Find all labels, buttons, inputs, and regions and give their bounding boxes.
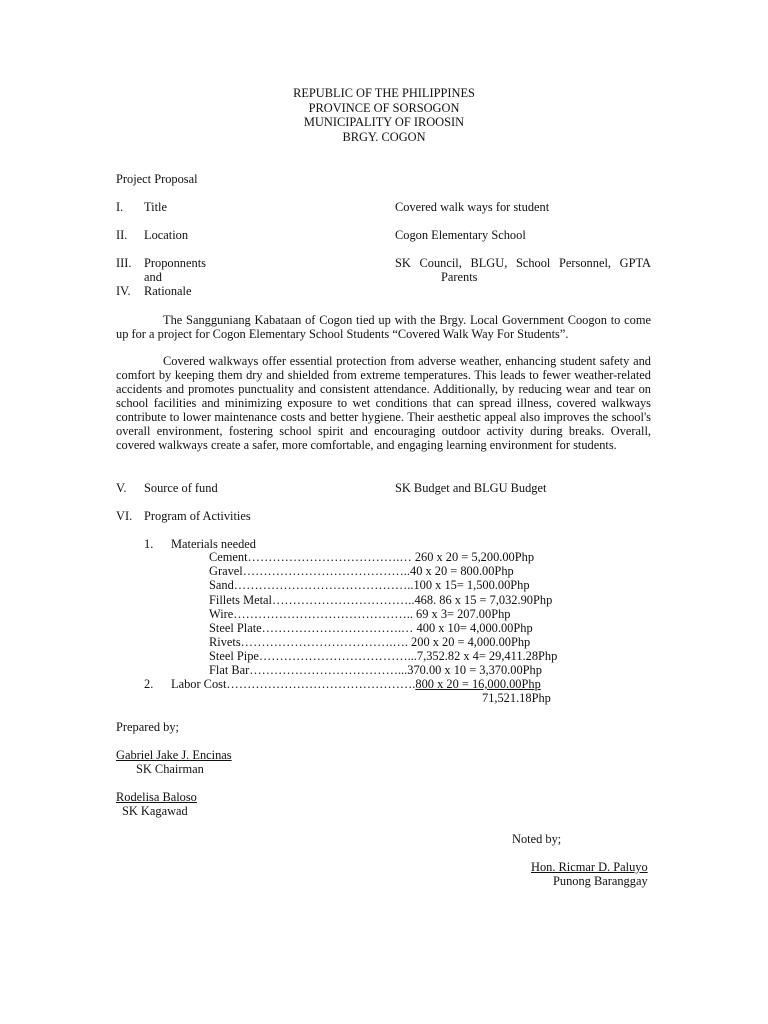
- section-source-value: SK Budget and BLGU Budget: [395, 481, 547, 495]
- material-item-steel-pipe: Steel Pipe………………………………...7,352.82 x 4= 29,411.28Php: [209, 649, 558, 663]
- labor-number: 2.: [144, 677, 154, 691]
- header-barangay: BRGY. COGON: [342, 130, 426, 144]
- materials-number: 1.: [144, 537, 154, 551]
- section-location-number: II.: [116, 228, 128, 242]
- material-item-wire: Wire…………………………………….. 69 x 3= 207.00Php: [209, 607, 511, 621]
- section-location-label: Location: [144, 228, 189, 242]
- total-amount: 71,521.18Php: [482, 691, 551, 705]
- header-republic: REPUBLIC OF THE PHILIPPINES: [293, 86, 475, 100]
- section-program-number: VI.: [116, 509, 133, 523]
- signer-kagawad-title: SK Kagawad: [122, 804, 188, 818]
- section-rationale-label: Rationale: [144, 284, 192, 298]
- section-title-number: I.: [116, 200, 124, 214]
- material-item-sand: Sand……………………………………..100 x 15= 1,500.00Php: [209, 578, 530, 592]
- material-item-cement: Cement……………………………….… 260 x 20 = 5,200.00Php: [209, 550, 535, 564]
- material-item-flat-bar: Flat Bar………………………………...370.00 x 10 = 3,370.00Php: [209, 663, 542, 677]
- section-title-label: Title: [144, 200, 167, 214]
- section-proponents-label: Proponnents: [144, 256, 206, 270]
- signer-chairman-title: SK Chairman: [136, 762, 204, 776]
- header-province: PROVINCE OF SORSOGON: [308, 101, 460, 115]
- section-proponents-value-cont: Parents: [441, 270, 478, 284]
- signer-kagawad-name: Rodelisa Baloso: [116, 790, 197, 804]
- rationale-paragraph-2: Covered walkways offer essential protection from adverse weather, enhancing student safety and comfort by keeping them dry and shielded from extreme temperatures. This leads to fewer weather-related accidents and promotes punctuality and consistent attendance. Additionally, by reducing wear and tear on school facilities and minimizing exposure to wet conditions that can spread illness, covered walkways contribute to lower maintenance costs and better hygiene. Their aesthetic appeal also improves the school's overall environment, fostering school spirit and encouraging outdoor activity during breaks. Overall, covered walkways create a safer, more comfortable, and engaging learning environment for students.: [116, 354, 651, 452]
- section-source-label: Source of fund: [144, 481, 218, 495]
- prepared-by-label: Prepared by;: [116, 720, 179, 734]
- section-proponents-label-cont: and: [144, 270, 162, 284]
- section-program-label: Program of Activities: [144, 509, 251, 523]
- signer-chairman-name: Gabriel Jake J. Encinas: [116, 748, 232, 762]
- section-title-value: Covered walk ways for student: [395, 200, 550, 214]
- section-location-value: Cogon Elementary School: [395, 228, 526, 242]
- section-proponents-number: III.: [116, 256, 132, 270]
- labor-cost-line: Labor Cost……………………………………….800 x 20 = 16,000.00Php: [171, 677, 541, 691]
- noted-by-title: Punong Baranggay: [553, 874, 648, 888]
- material-item-fillets-metal: Fillets Metal……………………………..468. 86 x 15 = 7,032.90Php: [209, 593, 553, 607]
- section-proponents-value: SK Council, BLGU, School Personnel, GPTA: [395, 256, 651, 270]
- material-item-steel-plate: Steel Plate…………………………….… 400 x 10= 4,000.00Php: [209, 621, 533, 635]
- section-rationale-number: IV.: [116, 284, 131, 298]
- material-item-gravel: Gravel…………………………………..40 x 20 = 800.00Php: [209, 564, 514, 578]
- rationale-paragraph-1: The Sangguniang Kabataan of Cogon tied up with the Brgy. Local Government Coogon to come up for a project for Cogon Elementary School Students “Covered Walk Way For Students”.: [116, 313, 651, 341]
- header-municipality: MUNICIPALITY OF IROOSIN: [303, 115, 465, 129]
- noted-by-name: Hon. Ricmar D. Paluyo: [531, 860, 648, 874]
- noted-by-label: Noted by;: [512, 832, 562, 846]
- section-source-number: V.: [116, 481, 127, 495]
- materials-heading: Materials needed: [171, 537, 256, 551]
- document-type: Project Proposal: [116, 172, 198, 186]
- material-item-rivets: Rivets……………………………….…. 200 x 20 = 4,000.00Php: [209, 635, 531, 649]
